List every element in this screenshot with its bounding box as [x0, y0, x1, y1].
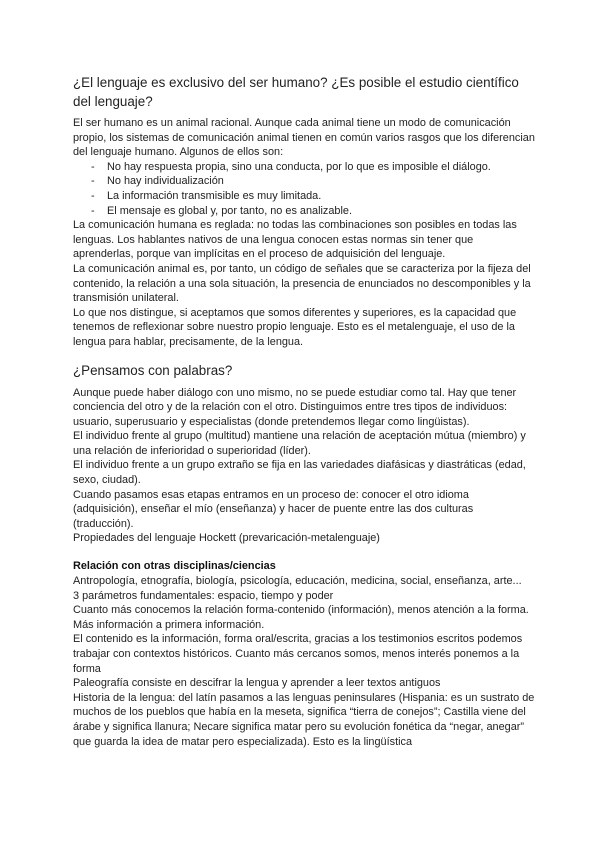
body-paragraph: Cuando pasamos esas etapas entramos en un proceso de: conocer el otro idioma (adquisición), enseñar el mío (enseñanza) y hacer de puente entre las dos culturas (traducción). — [73, 488, 474, 530]
dash-bullet: - — [91, 189, 95, 202]
body-paragraph: Paleografía consiste en descifrar la lengua y aprender a leer textos antiguos — [73, 677, 441, 690]
body-paragraph: El individuo frente a un grupo extraño se fija en las variedades diafásicas y diastráticas (edad, sexo, ciudad). — [73, 459, 526, 487]
body-paragraph: El individuo frente al grupo (multitud) mantiene una relación de aceptación mútua (miembro) y una relación de inferioridad o superioridad (líder). — [73, 430, 526, 457]
body-paragraph: Aunque puede haber diálogo con uno mismo, no se puede estudiar como tal. Hay que tener conciencia del otro y de la relación con el otro. Distinguimos entre tres tipos de individuos: usuario, superusuario y especialistas (donde pretendemos llegar como lingüistas). — [73, 386, 517, 428]
list-item — [73, 189, 540, 204]
dash-bullet: - — [91, 160, 95, 173]
body-paragraph: Antropología, etnografía, biología, psicología, educación, medicina, social, enseñanza, arte... — [73, 575, 522, 588]
list-item — [73, 160, 540, 175]
body-paragraph: Cuanto más conocemos la relación forma-contenido (información), menos atención a la forma. Más información a primera información. — [73, 604, 529, 631]
section-subheading: Relación con otras disciplinas/ciencias — [73, 560, 276, 573]
section-pensamos-con-palabras — [73, 361, 540, 547]
dash-bullet: - — [91, 175, 95, 188]
list-item-text: No hay respuesta propia, sino una conducta, por lo que es imposible el diálogo. — [107, 160, 491, 173]
body-paragraph: 3 parámetros fundamentales: espacio, tiempo y poder — [73, 589, 334, 602]
list-item-text: La información transmisible es muy limitada. — [107, 189, 322, 202]
body-paragraph: La comunicación humana es reglada: no todas las combinaciones son posibles en todas las lenguas. Los hablantes nativos de una lengua conocen estas normas sin tener que aprenderlas, porque van implícitas en el proceso de adquisición del lenguaje. — [73, 219, 517, 261]
body-paragraph: Propiedades del lenguaje Hockett (prevaricación-metalenguaje) — [73, 532, 380, 545]
section-relacion-disciplinas — [73, 559, 540, 749]
list-item-text: No hay individualización — [107, 175, 224, 188]
body-paragraph: El contenido es la información, forma oral/escrita, gracias a los testimonios escritos podemos trabajar con contextos históricos. Cuanto más cercanos somos, menos interés ponemos a la forma — [73, 633, 523, 675]
list-item — [73, 204, 540, 219]
body-paragraph: Lo que nos distingue, si aceptamos que somos diferentes y superiores, es la capacidad que tenemos de reflexionar sobre nuestro propio lenguaje. Esto es el metalenguaje, el uso de la lengua para hablar, precisamente, de la lengua. — [73, 306, 517, 348]
intro-paragraph: El ser humano es un animal racional. Aunque cada animal tiene un modo de comunicación propio, los sistemas de comunicación animal tienen en común varios rasgos que los diferencian del lenguaje humano. Algunos de ellos son: — [73, 117, 535, 159]
section-heading: ¿Pensamos con palabras? — [73, 362, 233, 378]
section-lenguaje-exclusivo — [73, 73, 540, 350]
traits-list — [73, 160, 540, 218]
dash-bullet: - — [91, 204, 95, 217]
body-paragraph: Historia de la lengua: del latín pasamos a las lenguas peninsulares (Hispania: es un sustrato de muchos de los pueblos que había en la meseta, significa “tierra de conejos”; Castilla viene del árabe y significa llanura; Necare significa matar pero su evolución fonética da “negar, anegar” que guarda la idea de matar pero especializada). Esto es la lingüística — [73, 691, 535, 748]
body-paragraph: La comunicación animal es, por tanto, un código de señales que se caracteriza por la fijeza del contenido, la relación a una sola situación, la presencia de enunciados no descomponibles y la transmisión unilateral. — [73, 262, 531, 305]
list-item — [73, 174, 540, 189]
list-item-text: El mensaje es global y, por tanto, no es analizable. — [107, 204, 352, 217]
section-heading: ¿El lenguaje es exclusivo del ser humano? ¿Es posible el estudio científico del lenguaje? — [73, 75, 519, 109]
